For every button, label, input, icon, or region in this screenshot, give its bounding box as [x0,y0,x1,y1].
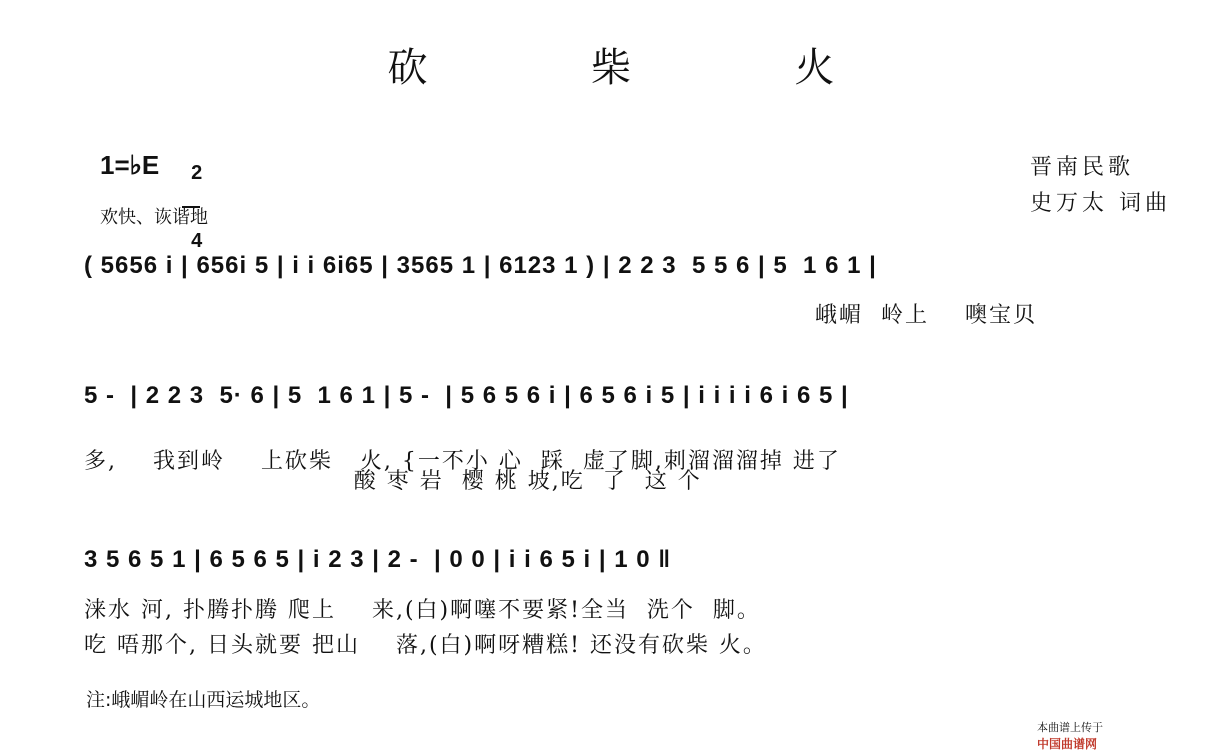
music-line-2: 5 - | 2 2 3 5· 6 | 5 1 6 1 | 5 - | 5 6 5 6 i | 6 5 6 i 5 | i i i i 6 i 6 5 | [84,382,849,409]
key-signature: 1=♭E [100,150,160,180]
credit-origin: 晋南民歌 [1030,155,1135,180]
lyric-line-2a: 多, 我到岭 上砍柴 火, {一不小 心 踩 虚了脚,刺溜溜溜掉 进了 [84,449,841,474]
footer-prefix: 本曲谱上传于 [1037,721,1103,734]
music-line-1: ( 5656 i | 656i 5 | i i 6i65 | 3565 1 | 6123 1 ) | 2 2 3 5 5 6 | 5 1 6 1 | [84,252,877,279]
lyric-line-1: 峨嵋 岭上 噢宝贝 [815,303,1037,328]
song-title: 砍 柴 火 [387,45,881,91]
meter-top: 2 [191,162,203,184]
tempo-marking: 欢快、诙谐地 [100,207,208,228]
footer-brand[interactable]: 中国曲谱网 [1037,737,1098,751]
credit-author: 史万太 词曲 [1030,191,1171,216]
lyric-line-3b: 吃 唔那个, 日头就要 把山 落,(白)啊呀糟糕! 还没有砍柴 火。 [84,633,767,658]
footnote: 注:峨嵋岭在山西运城地区。 [86,689,321,711]
lyric-line-3a: 涞水 河, 扑腾扑腾 爬上 来,(白)啊噻不要紧!全当 洗个 脚。 [84,598,761,623]
site-footer [1030,706,1103,752]
time-signature [180,140,202,252]
music-line-3: 3 5 6 5 1 | 6 5 6 5 | i 2 3 | 2 - | 0 0 | i i 6 5 i | 1 0 ‖ [84,546,672,573]
lyric-line-2b: 酸 枣 岩 樱 桃 坡,吃 了 这 个 [84,469,702,494]
meter-bottom: 4 [191,230,203,252]
